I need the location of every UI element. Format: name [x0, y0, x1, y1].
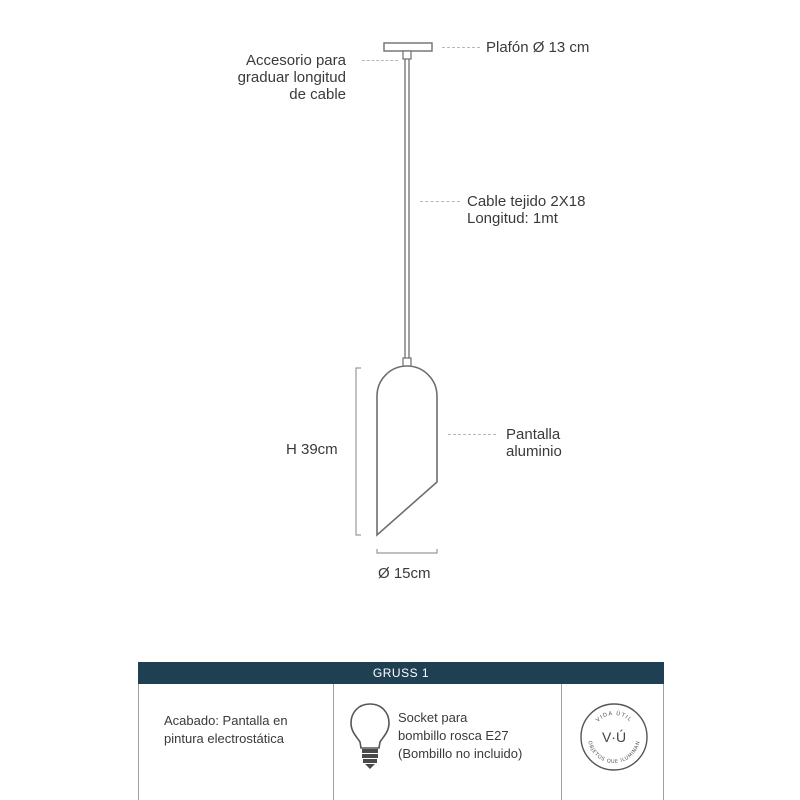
- spec-table-title: GRUSS 1: [138, 662, 664, 684]
- canopy-plate: [384, 43, 432, 51]
- height-dimension: [356, 368, 361, 535]
- svg-text:V·Ú: V·Ú: [601, 729, 627, 745]
- label-accesorio: Accesorio para graduar longitud de cable: [237, 52, 346, 103]
- label-cable: Cable tejido 2X18 Longitud: 1mt: [467, 193, 586, 227]
- brand-logo: [578, 701, 650, 773]
- leader-cable: [420, 201, 460, 202]
- cable-adjuster: [403, 51, 411, 59]
- lamp-shade: [377, 366, 437, 535]
- bulb-icon: [348, 702, 392, 772]
- spec-table: [138, 662, 664, 800]
- diameter-dimension: [377, 549, 437, 553]
- leader-accesorio: [362, 60, 398, 61]
- svg-text:VIDA ÚTIL: VIDA ÚTIL: [595, 710, 633, 724]
- label-height: H 39cm: [286, 441, 338, 458]
- label-diameter: Ø 15cm: [378, 565, 431, 582]
- label-plafon: Plafón Ø 13 cm: [486, 39, 590, 56]
- label-pantalla: Pantalla aluminio: [506, 426, 562, 460]
- leader-plafon: [442, 47, 480, 48]
- column-divider: [333, 684, 334, 800]
- finish-text: Acabado: Pantalla en pintura electrostática: [164, 713, 288, 746]
- leader-pantalla: [448, 434, 496, 435]
- column-divider: [561, 684, 562, 800]
- svg-text:OBJETOS QUE ILUMINAN: OBJETOS QUE ILUMINAN: [586, 740, 642, 766]
- socket-text: Socket para bombillo rosca E27 (Bombillo no incluido): [398, 710, 523, 761]
